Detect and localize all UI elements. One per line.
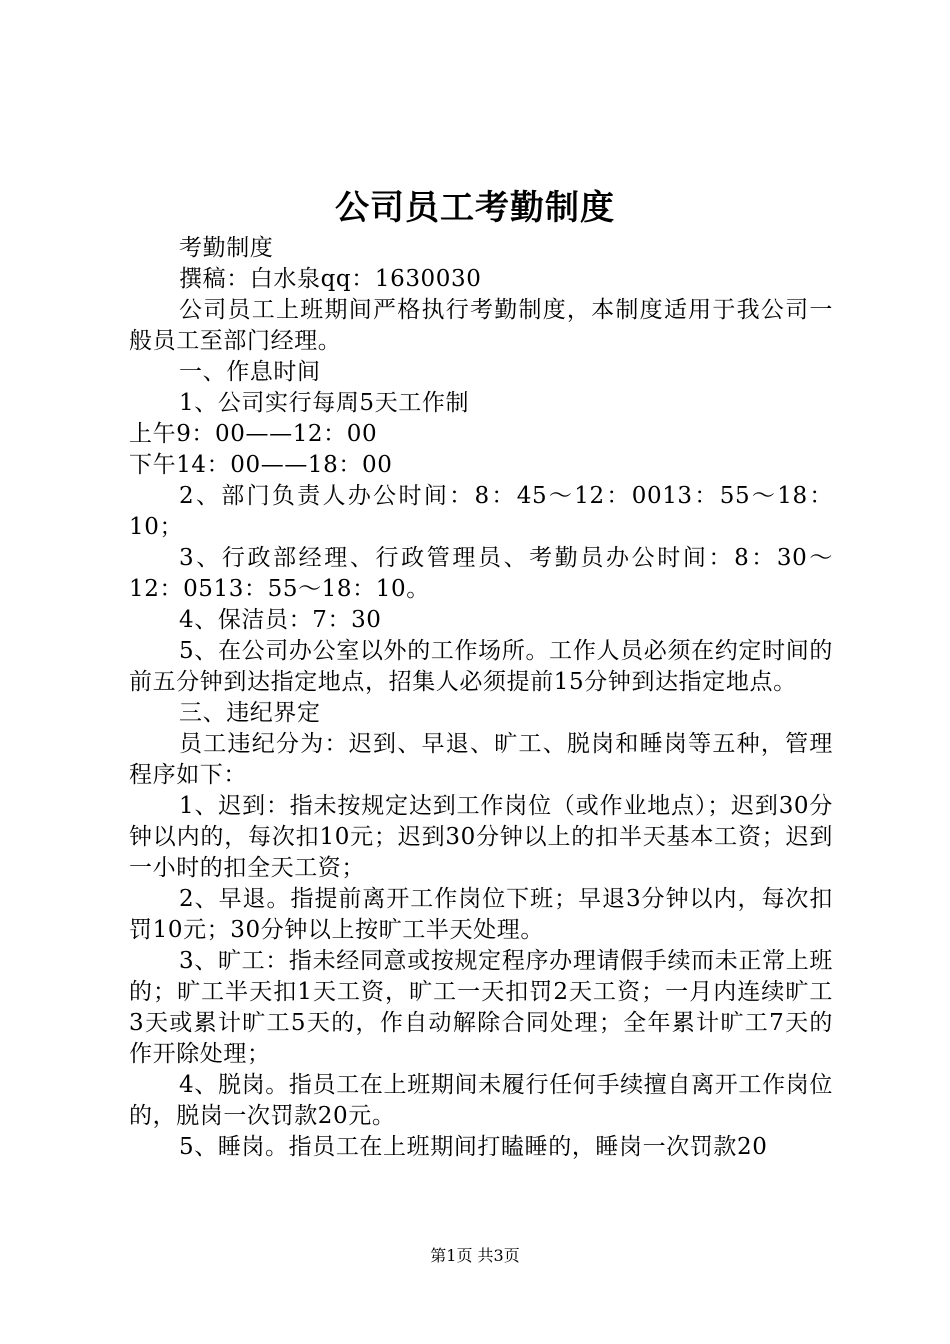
paragraph-item: 员工违纪分为：迟到、早退、旷工、脱岗和睡岗等五种，管理程序如下： xyxy=(129,731,833,788)
document-title: 公司员工考勤制度 xyxy=(335,188,615,228)
paragraph-item: 1、公司实行每周5天工作制 xyxy=(179,390,470,416)
paragraph-item: 4、保洁员：7：30 xyxy=(179,607,382,633)
paragraph-item: 下午14：00——18：00 xyxy=(129,452,393,478)
paragraph-intro: 公司员工上班期间严格执行考勤制度，本制度适用于我公司一般员工至部门经理。 xyxy=(129,297,833,354)
page-number-footer: 第1页 共3页 xyxy=(430,1246,520,1265)
paragraph-item: 2、部门负责人办公时间：8：45～12：0013：55～18：10； xyxy=(129,483,833,540)
paragraph-heading: 考勤制度 xyxy=(179,235,274,261)
section-heading-violations: 三、违纪界定 xyxy=(179,700,321,726)
paragraph-item: 4、脱岗。指员工在上班期间未履行任何手续擅自离开工作岗位的，脱岗一次罚款20元。 xyxy=(129,1072,833,1129)
paragraph-item: 1、迟到：指未按规定达到工作岗位（或作业地点）；迟到30分钟以内的，每次扣10元；迟到30分钟以上的扣半天基本工资；迟到一小时的扣全天工资； xyxy=(129,793,833,881)
paragraph-item: 3、行政部经理、行政管理员、考勤员办公时间：8：30～12：0513：55～18：10。 xyxy=(129,545,833,602)
paragraph-item: 5、睡岗。指员工在上班期间打瞌睡的，睡岗一次罚款20 xyxy=(179,1134,768,1160)
paragraph-item: 5、在公司办公室以外的工作场所。工作人员必须在约定时间的前五分钟到达指定地点，招集人必须提前15分钟到达指定地点。 xyxy=(129,638,833,695)
paragraph-author: 撰稿：白水泉qq：1630030 xyxy=(179,266,482,292)
paragraph-item: 3、旷工：指未经同意或按规定程序办理请假手续而未正常上班的；旷工半天扣1天工资，旷工一天扣罚2天工资；一月内连续旷工3天或累计旷工5天的，作自动解除合同处理；全年累计旷工7天的作开除处理； xyxy=(129,948,833,1067)
paragraph-item: 2、早退。指提前离开工作岗位下班；早退3分钟以内，每次扣罚10元；30分钟以上按旷工半天处理。 xyxy=(129,886,833,943)
section-heading-schedule: 一、作息时间 xyxy=(179,359,321,385)
paragraph-item: 上午9：00——12：00 xyxy=(129,421,378,447)
document-body xyxy=(129,233,833,1163)
